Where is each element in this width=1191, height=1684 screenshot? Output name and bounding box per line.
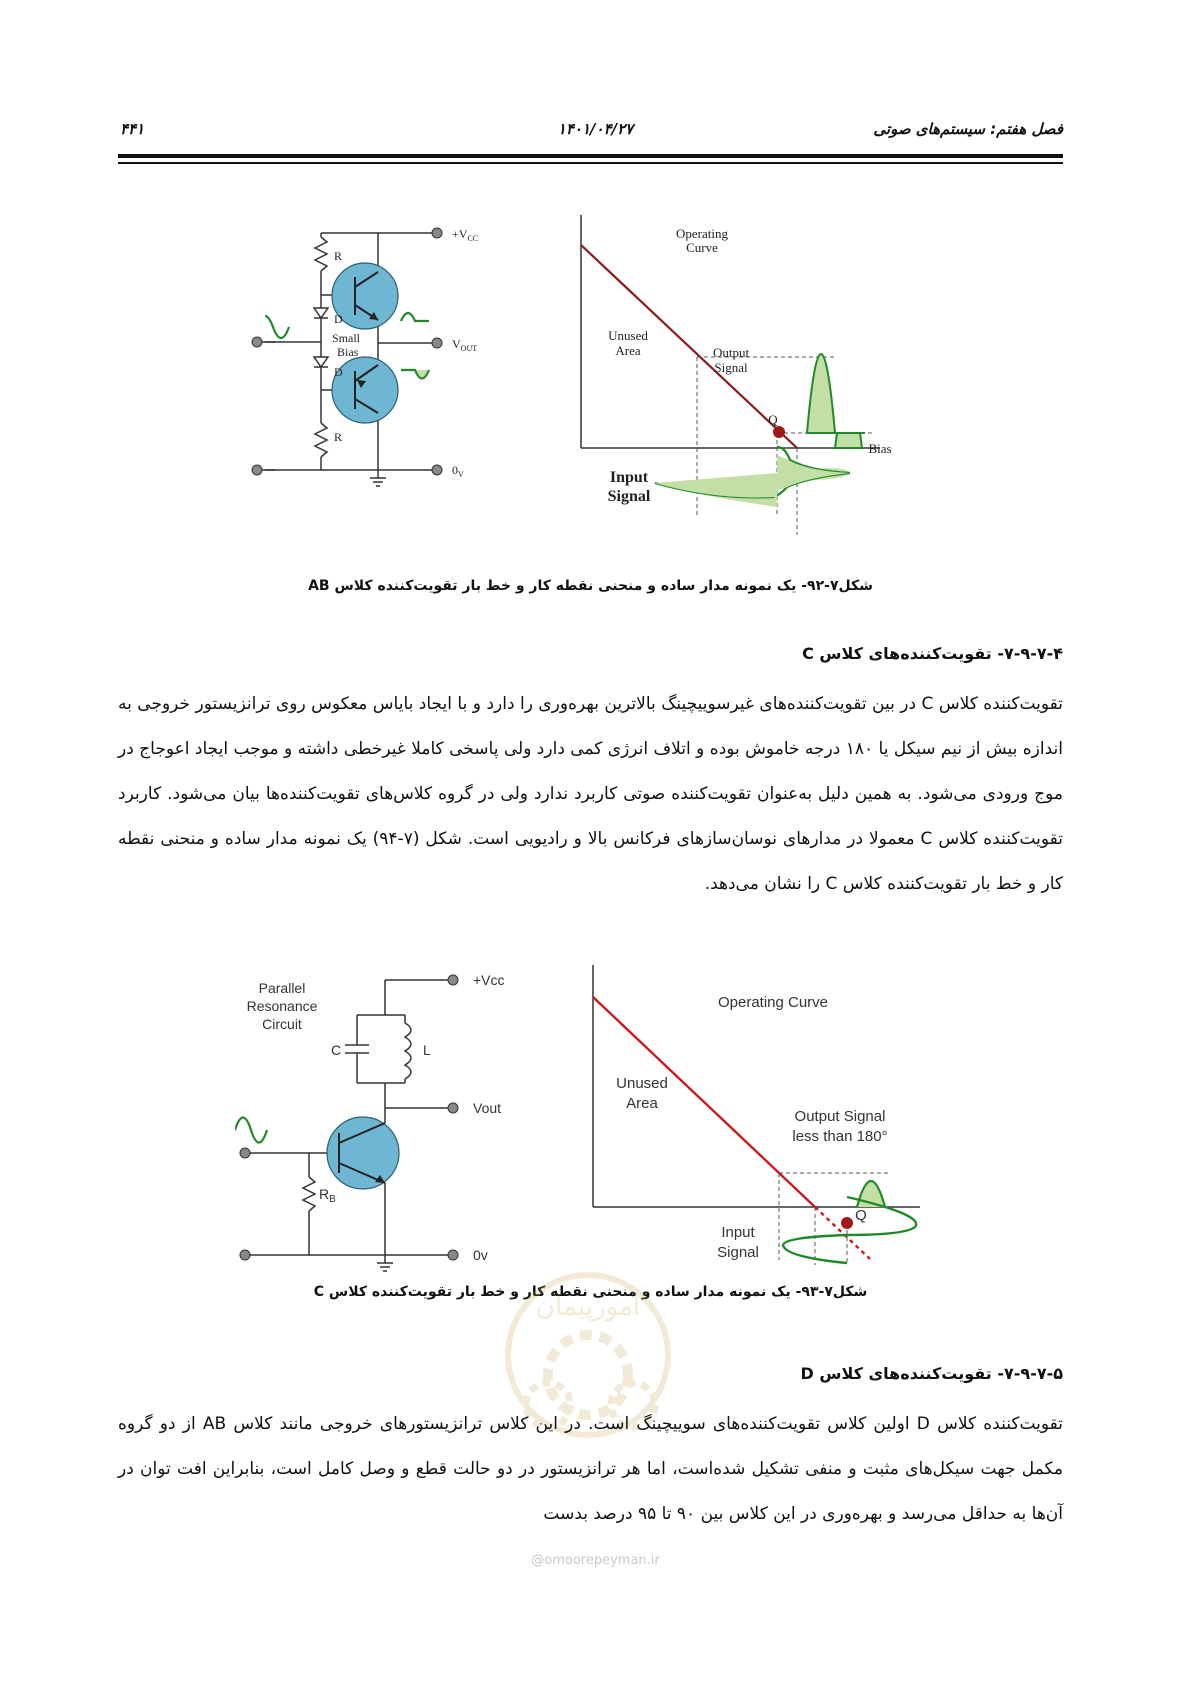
- section-c-text: تقویت‌کننده کلاس C در بین تقویت‌کننده‌های غیرسوییچینگ بالاترین بهره‌وری را دارد و با ایجاد بایاس معکوس روی ترانزیستور خروجی به اندازه بیش از نیم سیکل یا ۱۸۰ درجه خاموش بوده و اتلاف انرژی کمی دارد ولی پاسخی کاملا غیرخطی داشته و موجب ایجاد اعوجاج در موج ورودی می‌شود. به همین دلیل به‌عنوان تقویت‌کننده صوتی کاربرد ندارد ولی در گروه کلاس‌های تقویت‌کننده‌ها بیان می‌شود. کاربرد تقویت‌کننده کلاس C معمولا در مدارهای نوسان‌سازهای فرکانس بالا و رادیویی است. شکل (۷-۹۴) یک نمونه مدار ساده و منحنی نقطه کار و خط بار تقویت‌کننده کلاس C را نشان می‌دهد.: [118, 694, 1063, 894]
- figure2-caption: شکل۷-۹۳- یک نمونه مدار ساده و منحنی نقطه کار و خط بار تقویت‌کننده کلاس C: [313, 1284, 868, 1300]
- section-d-paragraph: [118, 1402, 1063, 1537]
- d-bottom-label: D: [334, 365, 343, 379]
- c-q-label: Q: [855, 1207, 867, 1224]
- section-d-text: تقویت‌کننده کلاس D اولین کلاس تقویت‌کننده‌های سوییچینگ است. در این کلاس ترانزیستورهای خروجی مانند کلاس AB از دو گروه مکمل جهت سیکل‌های مثبت و منفی تشکیل شده‌است، اما هر ترانزیستور در دو حالت قطع و وصل کامل است، بنابراین افت توان در آن‌ها به حداقل می‌رسد و بهره‌وری در این کلاس بین ۹۰ تا ۹۵ درصد بدست: [118, 1414, 1063, 1524]
- watermark-url: @omoorepeyman.ir: [531, 1553, 660, 1568]
- ab-output-line2: Signal: [714, 360, 748, 375]
- figure2-graph: [585, 965, 935, 1265]
- c-rb-label: $R_B$: [319, 1186, 336, 1205]
- c-capacitor-label: C: [331, 1042, 342, 1058]
- c-vout-label: Vout: [473, 1100, 502, 1116]
- bias-label: Bias: [337, 345, 359, 359]
- header-rule-thick: [118, 154, 1063, 158]
- ab-curve-line2: Curve: [686, 240, 718, 255]
- ab-unused-line1: Unused: [608, 328, 648, 343]
- ab-curve-line1: Operating: [676, 226, 728, 241]
- figure1-graph: [575, 215, 905, 545]
- d-top-label: D: [334, 312, 343, 326]
- c-title-line2: Resonance: [246, 998, 318, 1014]
- ab-input-line2: Signal: [607, 488, 651, 505]
- c-unused-line1: Unused: [616, 1075, 668, 1092]
- figure1-caption: شکل۷-۹۲- یک نمونه مدار ساده و منحنی نقطه کار و خط بار تقویت‌کننده کلاس AB: [308, 578, 873, 594]
- r-top-label: R: [334, 249, 343, 263]
- c-gnd-label: 0v: [473, 1247, 488, 1263]
- page-number: ۴۴۱: [120, 120, 145, 138]
- c-curve-label: Operating Curve: [717, 994, 829, 1011]
- c-vcc-label: +Vcc: [473, 972, 505, 988]
- header-rule-thin: [118, 162, 1063, 164]
- figure1-terminals: [245, 330, 275, 480]
- ab-unused-line2: Area: [615, 343, 641, 358]
- c-unused-line2: Area: [626, 1095, 658, 1112]
- c-title-line1: Parallel: [258, 980, 306, 996]
- c-input-line2: Signal: [717, 1244, 759, 1261]
- figure1-circuit: [265, 215, 550, 520]
- c-inductor-label: L: [423, 1042, 431, 1058]
- gnd-label: $0_V$: [452, 463, 464, 479]
- c-output-line2: less than 180°: [792, 1128, 888, 1145]
- section-c-paragraph: [118, 682, 1063, 907]
- section-c-heading: ۷-۹-۷-۴- تقویت‌کننده‌های کلاس C: [802, 644, 1063, 663]
- section-d-heading: ۷-۹-۷-۵- تقویت‌کننده‌های کلاس D: [800, 1364, 1063, 1383]
- vcc-label: $+V_{CC}$: [452, 227, 479, 243]
- c-input-line1: Input: [721, 1224, 755, 1241]
- c-title-line3: Circuit: [262, 1016, 302, 1032]
- ab-bias-label: Bias: [868, 441, 892, 456]
- header-date: ۱۴۰۱/۰۴/۲۷: [557, 120, 634, 138]
- ab-input-line1: Input: [609, 469, 649, 486]
- ab-output-line1: Output: [712, 345, 750, 360]
- r-bottom-label: R: [334, 430, 343, 444]
- ab-q-label: Q: [768, 412, 778, 427]
- small-label: Small: [332, 331, 361, 345]
- figure2-circuit: [235, 965, 565, 1275]
- vout-label: $V_{OUT}$: [452, 337, 478, 353]
- chapter-title: فصل هفتم: سیستم‌های صوتی: [873, 120, 1063, 138]
- svg-text:امورپیمان: امورپیمان: [535, 1292, 641, 1322]
- c-output-line1: Output Signal: [794, 1108, 886, 1125]
